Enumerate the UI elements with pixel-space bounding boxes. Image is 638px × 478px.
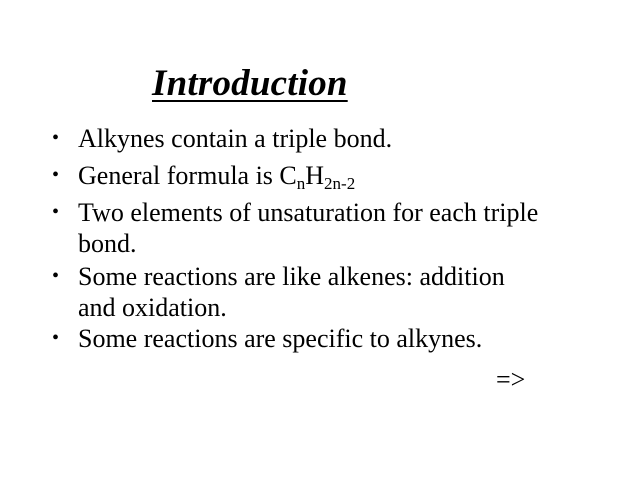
bullet-dot: • <box>52 327 60 349</box>
bullet-dot: • <box>52 265 60 287</box>
slide-title: Introduction <box>152 63 348 104</box>
bullet-item-general-formula <box>0 160 638 194</box>
bullet-text-line2: bond. <box>78 229 137 258</box>
continue-marker: => <box>496 365 526 394</box>
formula-hydrogen: H <box>305 161 325 190</box>
bullet-item-alkynes-triple-bond <box>0 123 638 154</box>
bullet-item-like-alkenes <box>0 261 638 323</box>
bullet-dot: • <box>52 201 60 223</box>
bullet-text: Some reactions are specific to alkynes. <box>78 324 483 353</box>
bullet-text-line1: Two elements of unsaturation for each triple <box>78 198 539 227</box>
subscript-2n-2: 2n-2 <box>324 174 356 193</box>
bullet-text: Alkynes contain a triple bond. <box>78 124 393 153</box>
bullet-item-specific-to-alkynes <box>0 323 638 354</box>
subscript-n: n <box>296 174 306 193</box>
bullet-list <box>0 123 638 354</box>
bullet-dot: • <box>52 164 60 186</box>
bullet-text-line2: and oxidation. <box>78 293 227 322</box>
bullet-text: General formula is C <box>78 161 297 190</box>
bullet-text-line1: Some reactions are like alkenes: addition <box>78 262 505 291</box>
bullet-dot: • <box>52 127 60 149</box>
bullet-item-unsaturation <box>0 197 638 259</box>
